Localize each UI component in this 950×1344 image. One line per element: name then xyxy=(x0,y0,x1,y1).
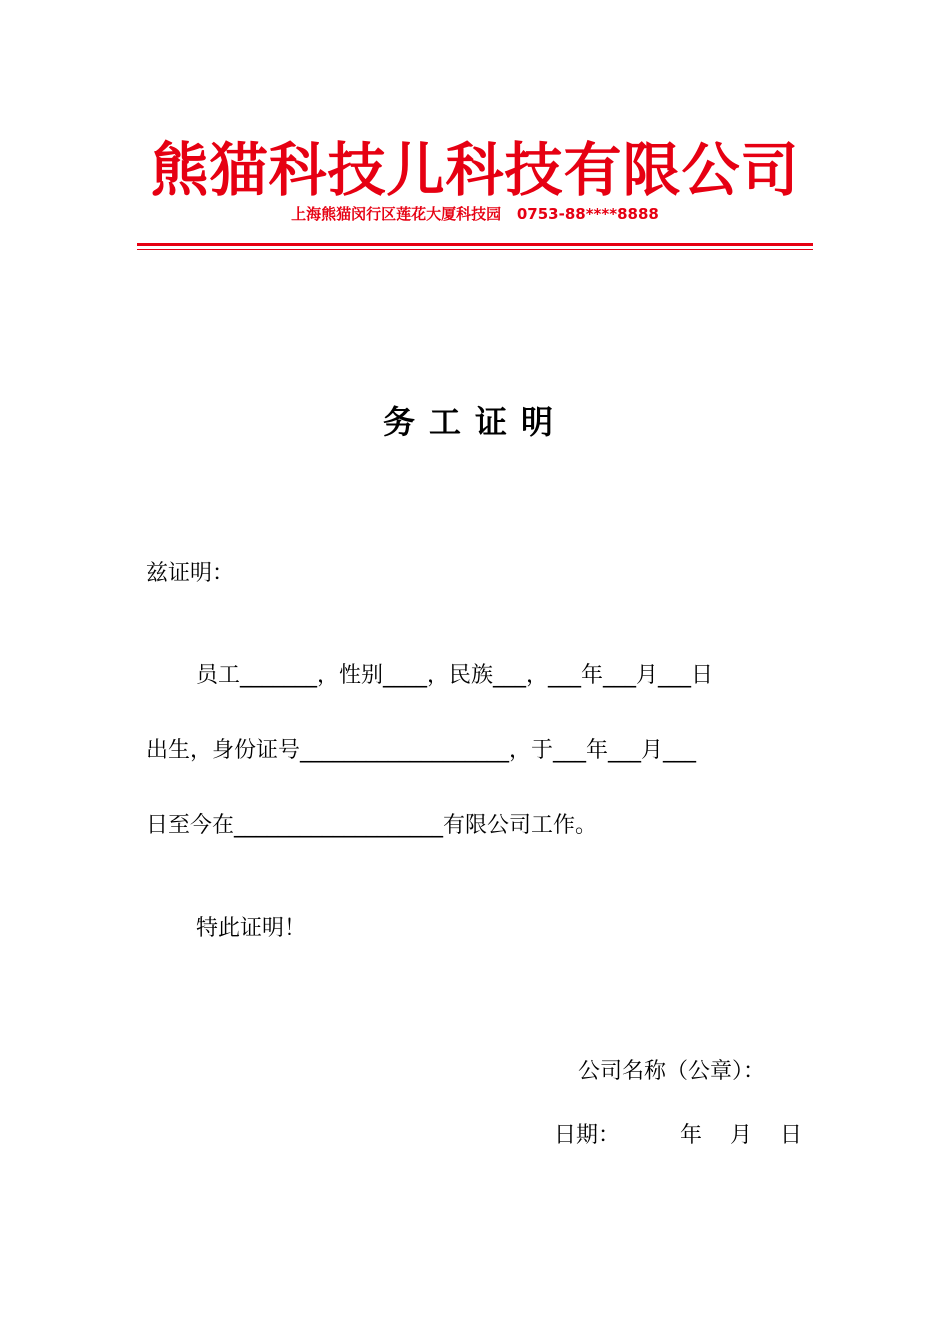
greeting: 兹证明： xyxy=(146,561,235,586)
date-label: 日期： xyxy=(554,1123,621,1148)
date-fields: 年 月 日 xyxy=(680,1123,802,1148)
company-seal-label: 公司名称（公章）： xyxy=(578,1059,766,1084)
company-address-phone: 上海熊猫闵行区莲花大厦科技园 0753-88****8888 xyxy=(291,205,659,223)
company-name: 熊猫科技儿科技有限公司 xyxy=(150,136,800,204)
closing-statement: 特此证明！ xyxy=(196,916,307,941)
body-line: 日至今在___________________有限公司工作。 xyxy=(146,813,598,838)
letterhead-divider-thick xyxy=(137,243,813,246)
document-title: 务工证明 xyxy=(382,403,567,441)
body-line: 出生，身份证号___________________，于___年___月___ xyxy=(146,738,697,763)
letterhead-divider-thin xyxy=(137,249,813,250)
body-line: 员工_______，性别____，民族___，___年___月___日 xyxy=(196,663,714,688)
